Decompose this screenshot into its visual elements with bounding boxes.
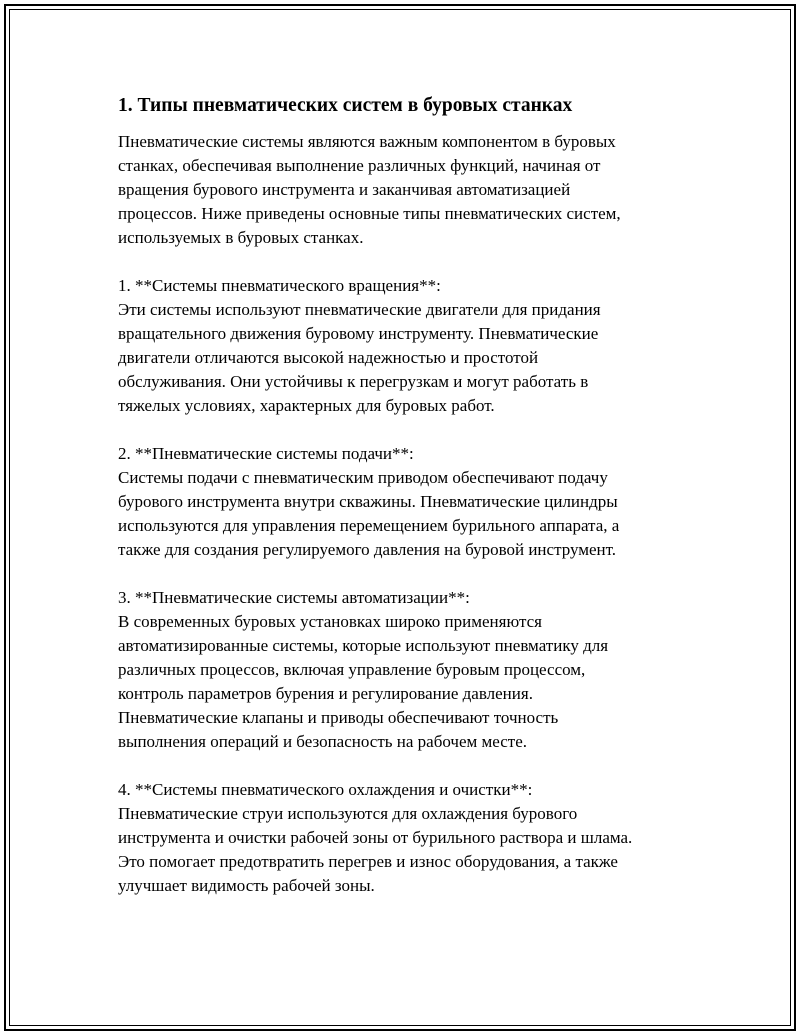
section-title-3: 3. **Пневматические системы автоматизации**: xyxy=(118,588,470,607)
paragraph-gap xyxy=(118,418,698,442)
section-body-1: Эти системы используют пневматические двигатели для придания вращательного движения буровому инструменту. Пневматические двигатели отличаются высокой надежностью и простотой обслуживания. Они устойчивы к перегрузкам и могут работать в тяжелых условиях, характерных для буровых работ. xyxy=(118,300,601,415)
section-title-2: 2. **Пневматические системы подачи**: xyxy=(118,444,414,463)
paragraph-gap xyxy=(118,562,698,586)
document-heading: 1. Типы пневматических систем в буровых станках xyxy=(118,95,573,116)
section-body-4: Пневматические струи используются для охлаждения бурового инструмента и очистки рабочей зоны от бурильного раствора и шлама. Это помогает предотвратить перегрев и износ оборудования, а также улучшает видимость рабочей зоны. xyxy=(118,804,633,895)
section-title-4: 4. **Системы пневматического охлаждения и очистки**: xyxy=(118,780,533,799)
document-body xyxy=(118,93,698,898)
intro-paragraph: Пневматические системы являются важным компонентом в буровых станках, обеспечивая выполнение различных функций, начиная от вращения бурового инструмента и заканчивая автоматизацией процессов. Ниже приведены основные типы пневматических систем, используемых в буровых станках. xyxy=(118,132,621,247)
paragraph-gap xyxy=(118,754,698,778)
paragraph-gap xyxy=(118,250,698,274)
section-body-3: В современных буровых установках широко применяются автоматизированные системы, которые используют пневматику для различных процессов, включая управление буровым процессом, контроль параметров бурения и регулирование давления. Пневматические клапаны и приводы обеспечивают точность выполнения операций и безопасность на рабочем месте. xyxy=(118,612,609,751)
section-title-1: 1. **Системы пневматического вращения**: xyxy=(118,276,441,295)
section-body-2: Системы подачи с пневматическим приводом обеспечивают подачу бурового инструмента внутри скважины. Пневматические цилиндры используются для управления перемещением бурильного аппарата, а также для создания регулируемого давления на буровой инструмент. xyxy=(118,468,620,559)
